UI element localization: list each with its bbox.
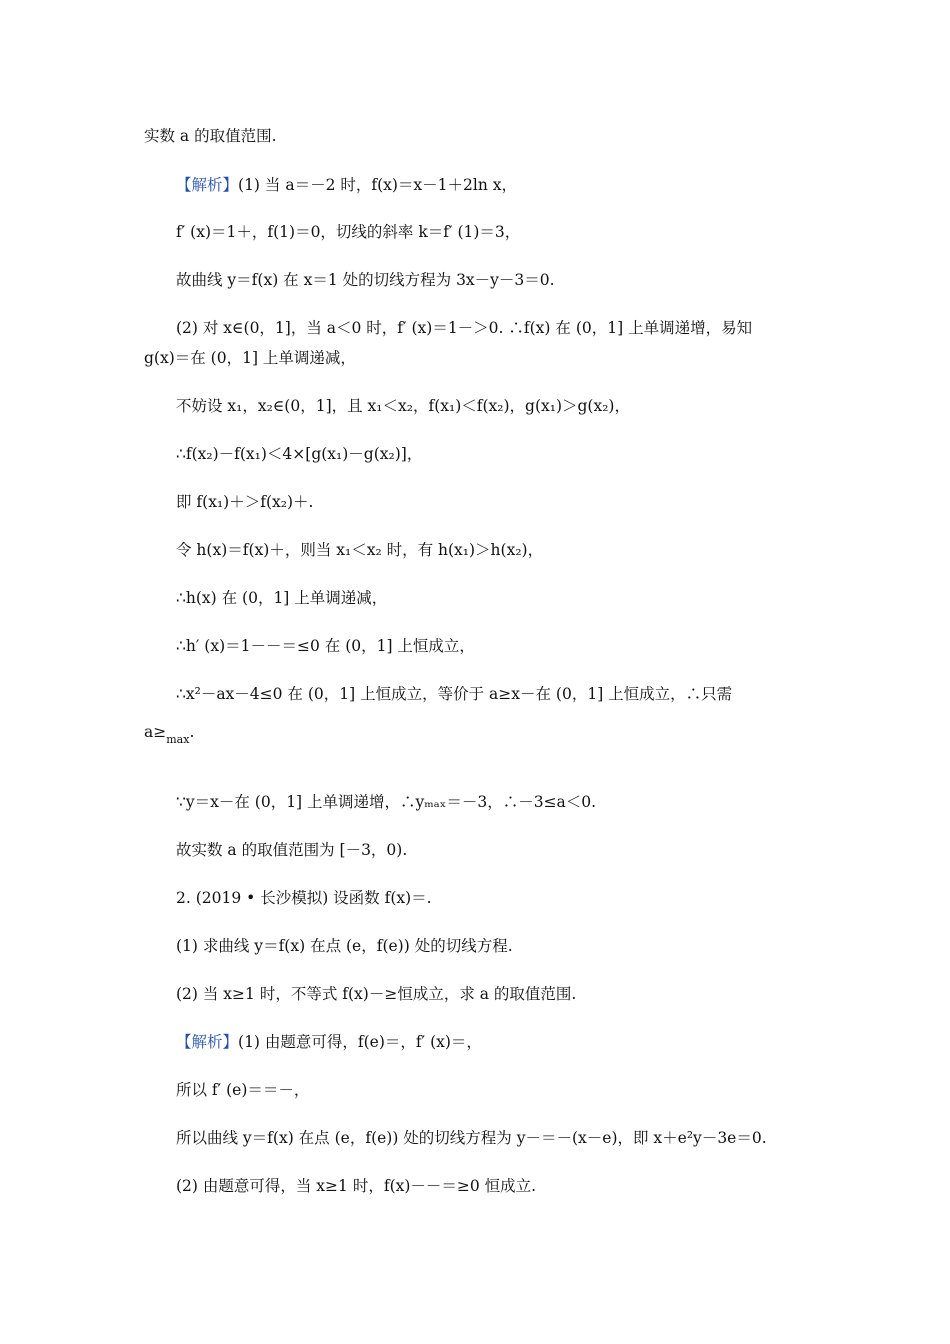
text-line-22: 所以曲线 y＝f(x) 在点 (e，f(e)) 处的切线方程为 y－＝－(x－e)，即 x＋e²y－3e＝0. xyxy=(176,1129,767,1147)
max-subscript: max xyxy=(166,733,190,746)
text-line-1: 实数 a 的取值范围. xyxy=(144,127,277,145)
text-line-16: 故实数 a 的取值范围为 [－3，0). xyxy=(176,841,408,859)
text-line-15: ∵y＝x－在 (0，1] 上单调递增，∴yₘₐₓ＝－3，∴－3≤a＜0. xyxy=(176,793,597,811)
text-line-4: 故曲线 y＝f(x) 在 x＝1 处的切线方程为 3x－y－3＝0. xyxy=(176,271,555,289)
text-line-7: 不妨设 x₁，x₂∈(0，1]，且 x₁＜x₂，f(x₁)＜f(x₂)，g(x₁)＞g(x₂)， xyxy=(176,397,630,415)
text-line-23: (2) 由题意可得，当 x≥1 时，f(x)－－＝≥0 恒成立. xyxy=(176,1177,537,1195)
text-line-8: ∴f(x₂)－f(x₁)＜4×[g(x₁)－g(x₂)]， xyxy=(176,445,423,463)
text-line-20: (1) 由题意可得，f(e)＝，f′ (x)＝， xyxy=(238,1033,482,1051)
text-line-12: ∴h′ (x)＝1－－＝≤0 在 (0，1] 上恒成立， xyxy=(176,637,475,655)
text-line-5: (2) 对 x∈(0，1]，当 a＜0 时，f′ (x)＝1－＞0. ∴f(x) 在 (0，1] 上单调递增，易知 xyxy=(176,319,753,337)
text-line-10: 令 h(x)＝f(x)＋，则当 x₁＜x₂ 时，有 h(x₁)＞h(x₂)， xyxy=(176,541,544,559)
problem-2-statement: 2. (2019 • 长沙模拟) 设函数 f(x)＝. xyxy=(176,889,432,907)
solution-tag: 【解析】 xyxy=(176,1033,239,1051)
solution-paragraph-1 xyxy=(176,175,517,195)
text-line-6: g(x)＝在 (0，1] 上单调递减， xyxy=(144,349,356,367)
text-line-3: f′ (x)＝1＋，f(1)＝0，切线的斜率 k＝f′ (1)＝3， xyxy=(176,223,521,241)
text-line-21: 所以 f′ (e)＝＝－， xyxy=(176,1081,310,1099)
text-line-9: 即 f(x₁)＋＞f(x₂)＋. xyxy=(176,493,314,511)
text-line-14: $a\ge_{max}$. xyxy=(144,723,195,746)
text-line-2: (1) 当 a＝－2 时，f(x)＝x－1＋2ln x， xyxy=(238,176,518,194)
solution-tag: 【解析】 xyxy=(176,176,239,194)
problem-2-part-2: (2) 当 x≥1 时，不等式 f(x)－≥恒成立，求 a 的取值范围. xyxy=(176,985,577,1003)
a-ge-text: a≥ xyxy=(144,723,167,741)
solution-paragraph-2 xyxy=(176,1032,482,1052)
problem-2-part-1: (1) 求曲线 y＝f(x) 在点 (e，f(e)) 处的切线方程. xyxy=(176,937,513,955)
text-line-11: ∴h(x) 在 (0，1] 上单调递减， xyxy=(176,589,388,607)
text-line-13: ∴x²－ax－4≤0 在 (0，1] 上恒成立，等价于 a≥x－在 (0，1] 上恒成立，∴只需 xyxy=(176,685,733,703)
